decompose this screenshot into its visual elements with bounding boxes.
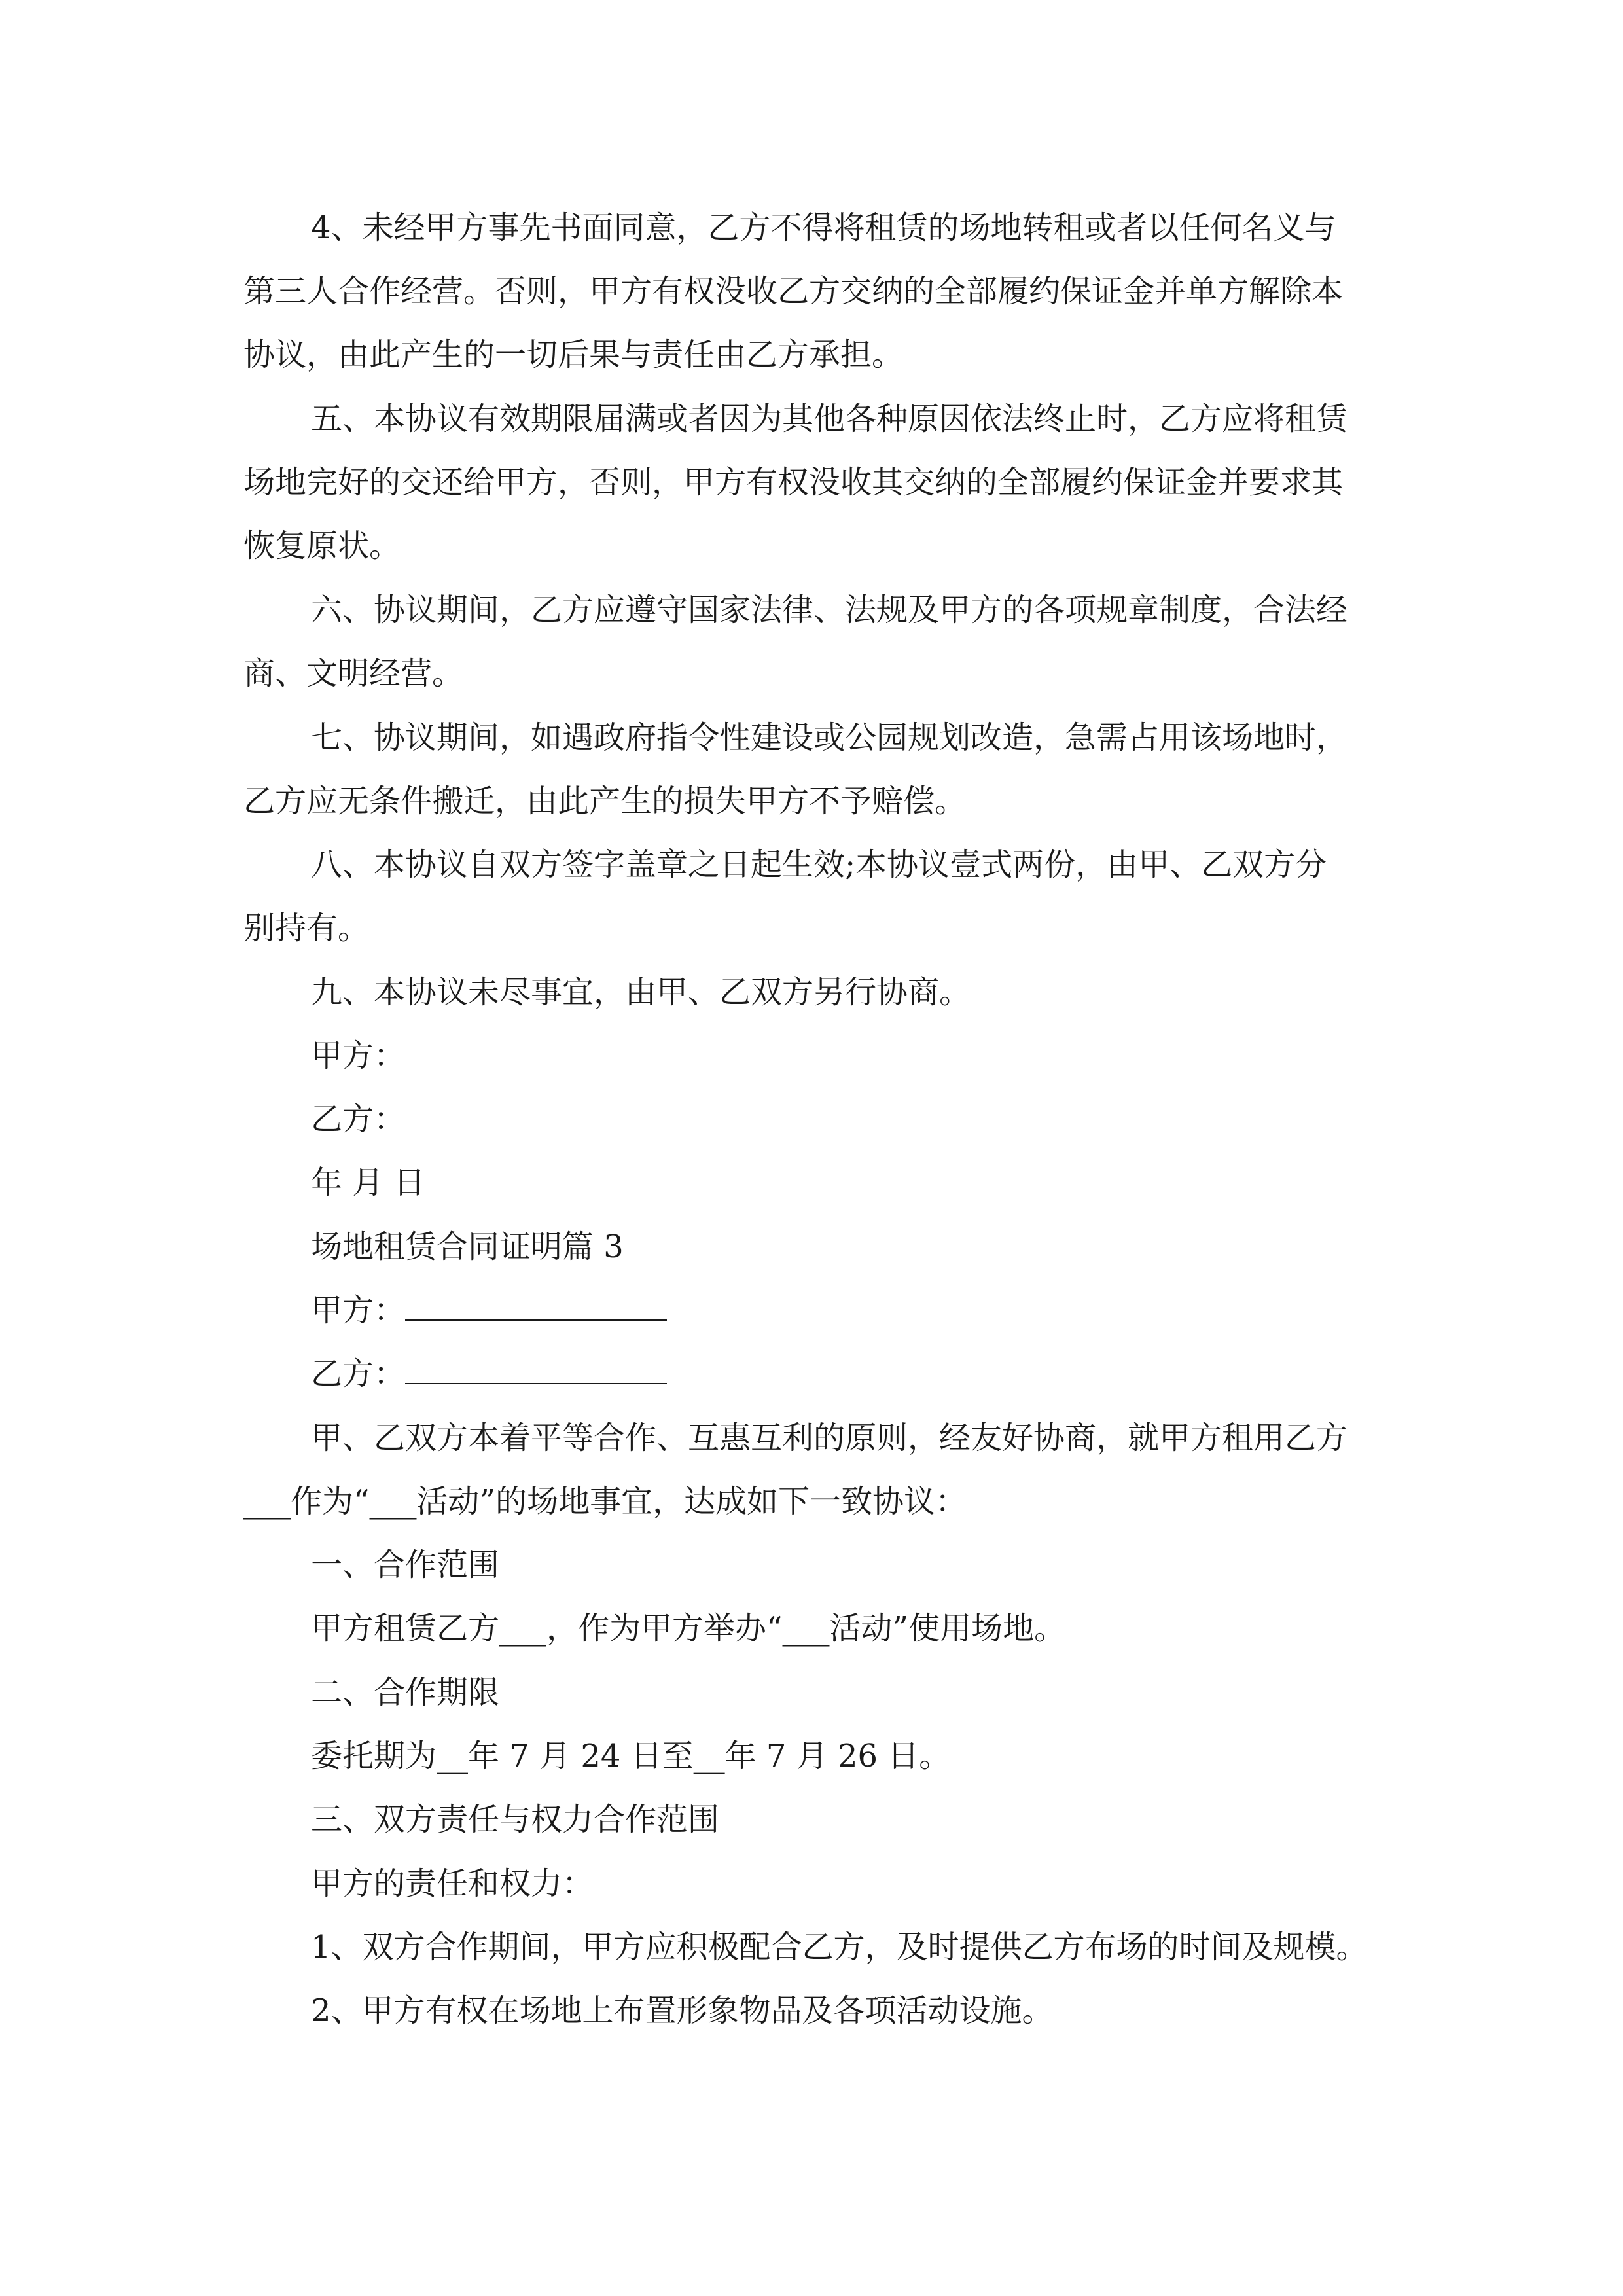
party-b-blank [405, 1354, 667, 1384]
term-text: 委托期为__年 7 月 24 日至__年 7 月 26 日。 [311, 1738, 951, 1774]
clause-7-line-2: 乙方应无条件搬迁，由此产生的损失甲方不予赔偿。 [243, 783, 967, 819]
clause-5-line-1: 五、本协议有效期限届满或者因为其他各种原因依法终止时，乙方应将租赁 [311, 401, 1348, 437]
party-a-blank [405, 1291, 667, 1321]
responsibility-item-1: 1、双方合作期间，甲方应积极配合乙方，及时提供乙方布场的时间及规模。 [311, 1929, 1368, 1965]
clause-9-line: 九、本协议未尽事宜，由甲、乙双方另行协商。 [311, 974, 971, 1011]
clause-4-line-3: 协议，由此产生的一切后果与责任由乙方承担。 [243, 336, 904, 373]
heading-responsibilities: 三、双方责任与权力合作范围 [311, 1801, 720, 1838]
clause-8-line-1: 八、本协议自双方签字盖章之日起生效;本协议壹式两份，由甲、乙双方分 [311, 846, 1327, 883]
clause-6-line-1: 六、协议期间，乙方应遵守国家法律、法规及甲方的各项规章制度，合法经 [311, 592, 1348, 628]
party-b-signature-label: 乙方： [311, 1101, 406, 1138]
preamble-line-1: 甲、乙双方本着平等合作、互惠互利的原则，经友好协商，就甲方租用乙方 [311, 1420, 1348, 1456]
party-a-label: 甲方： [311, 1292, 406, 1329]
party-a-responsibilities-heading: 甲方的责任和权力： [311, 1865, 594, 1902]
heading-cooperation-term: 二、合作期限 [311, 1674, 500, 1711]
preamble-line-2: ___作为“___活动”的场地事宜，达成如下一致协议： [243, 1483, 967, 1520]
clause-8-line-2: 别持有。 [243, 910, 370, 946]
clause-4-line-1: 4、未经甲方事先书面同意，乙方不得将租赁的场地转租或者以任何名义与 [311, 209, 1336, 246]
scope-text: 甲方租赁乙方___，作为甲方举办“___活动”使用场地。 [311, 1610, 1066, 1647]
clause-5-line-3: 恢复原状。 [243, 528, 401, 564]
heading-cooperation-scope: 一、合作范围 [311, 1547, 500, 1583]
clause-7-line-1: 七、协议期间，如遇政府指令性建设或公园规划改造，急需占用该场地时， [311, 719, 1348, 756]
section-title: 场地租赁合同证明篇 3 [311, 1229, 624, 1265]
party-b-line [311, 1354, 667, 1393]
party-b-label: 乙方： [311, 1355, 406, 1392]
clause-4-line-2: 第三人合作经营。否则，甲方有权没收乙方交纳的全部履约保证金并单方解除本 [243, 273, 1344, 310]
party-a-signature-label: 甲方： [311, 1037, 406, 1074]
date-line: 年 月 日 [311, 1164, 425, 1201]
party-a-line [311, 1291, 667, 1330]
clause-6-line-2: 商、文明经营。 [243, 655, 464, 692]
clause-5-line-2: 场地完好的交还给甲方，否则，甲方有权没收其交纳的全部履约保证金并要求其 [243, 464, 1344, 501]
responsibility-item-2: 2、甲方有权在场地上布置形象物品及各项活动设施。 [311, 1992, 1054, 2029]
